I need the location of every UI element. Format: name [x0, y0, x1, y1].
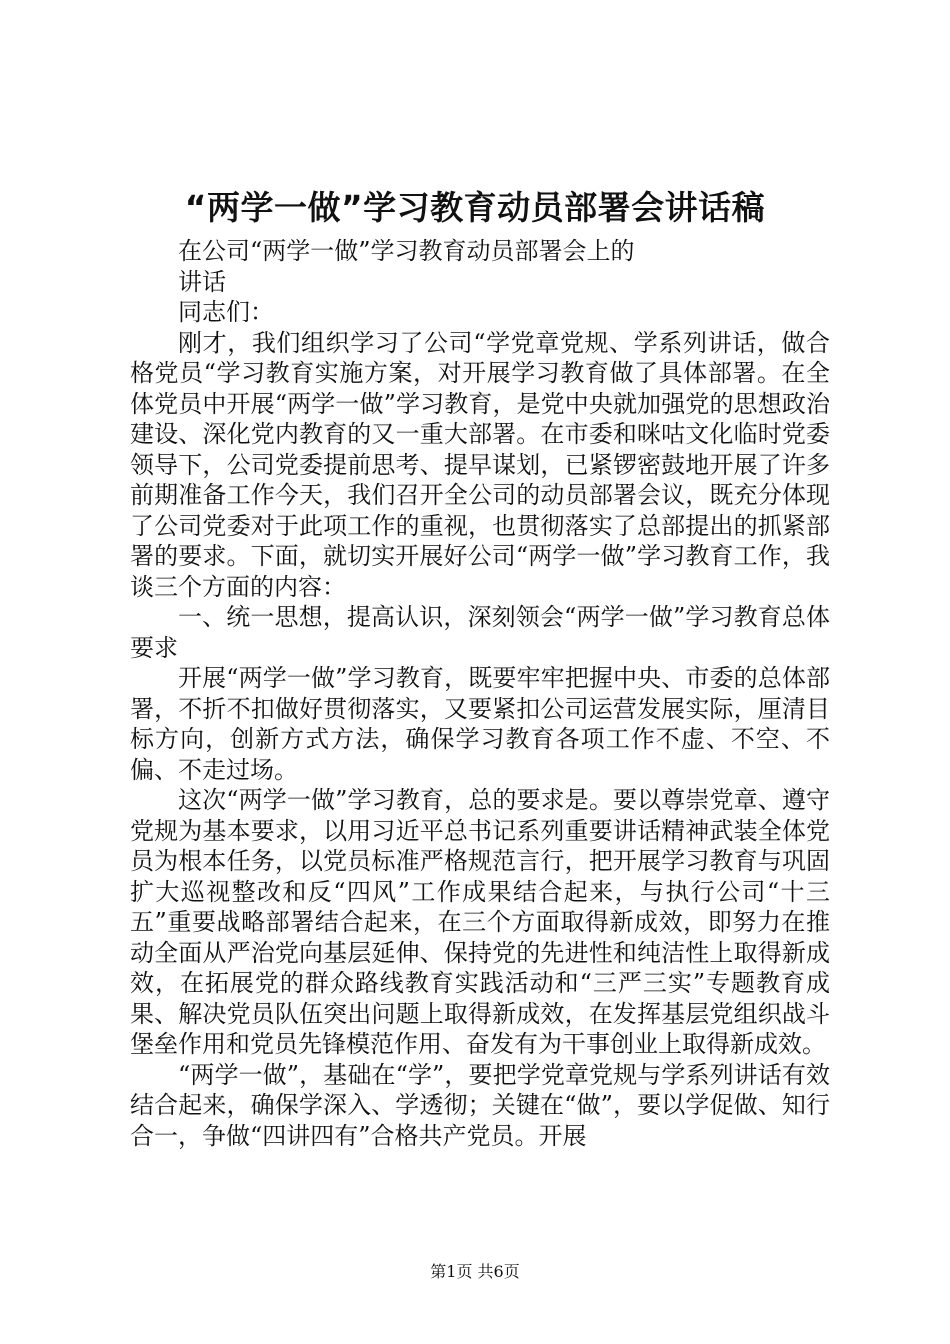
paragraph-3: 这次“两学一做”学习教育，总的要求是。要以尊崇党章、遵守党规为基本要求，以用习近平总书记系列重要讲话精神武装全体党员为根本任务，以党员标准严格规范言行，把开展学习教育与巩固扩大巡视整改和反“四风”工作成果结合起来，与执行公司“十三五”重要战略部署结合起来，在三个方面取得新成效，即努力在推动全面从严治党向基层延伸、保持党的先进性和纯洁性上取得新成效，在拓展党的群众路线教育实践活动和“三严三实”专题教育成果、解决党员队伍突出问题上取得新成效，在发挥基层党组织战斗堡垒作用和党员先锋模范作用、奋发有为干事创业上取得新成效。 — [130, 786, 830, 1058]
paragraph-4: “两学一做”，基础在“学”，要把学党章党规与学系列讲话有效结合起来，确保学深入、学透彻；关键在“做”，要以学促做、知行合一，争做“四讲四有”合格共产党员。开展 — [130, 1060, 830, 1150]
section-heading-1: 一、统一思想，提高认识，深刻领会“两学一做”学习教育总体要求 — [130, 603, 830, 662]
subtitle-line-1: 在公司“两学一做”学习教育动员部署会上的 — [178, 237, 635, 265]
document-title: “两学一做”学习教育动员部署会讲话稿 — [184, 188, 766, 227]
salutation: 同志们： — [178, 298, 274, 326]
document-body — [130, 236, 830, 1151]
page-number: 第1页 共6页 — [430, 1262, 520, 1281]
subtitle-line-2: 讲话 — [178, 267, 226, 296]
paragraph-2: 开展“两学一做”学习教育，既要牢牢把握中央、市委的总体部署，不折不扣做好贯彻落实，又要紧扣公司运营发展实际，厘清目标方向，创新方式方法，确保学习教育各项工作不虚、不空、不偏、不走过场。 — [130, 664, 830, 784]
paragraph-intro: 刚才，我们组织学习了公司“学党章党规、学系列讲话，做合格党员“学习教育实施方案，对开展学习教育做了具体部署。在全体党员中开展“两学一做”学习教育，是党中央就加强党的思想政治建设、深化党内教育的又一重大部署。在市委和咪咕文化临时党委领导下，公司党委提前思考、提早谋划，已紧锣密鼓地开展了许多前期准备工作今天，我们召开全公司的动员部署会议，既充分体现了公司党委对于此项工作的重视，也贯彻落实了总部提出的抓紧部署的要求。下面，就切实开展好公司“两学一做”学习教育工作，我谈三个方面的内容： — [130, 328, 830, 601]
